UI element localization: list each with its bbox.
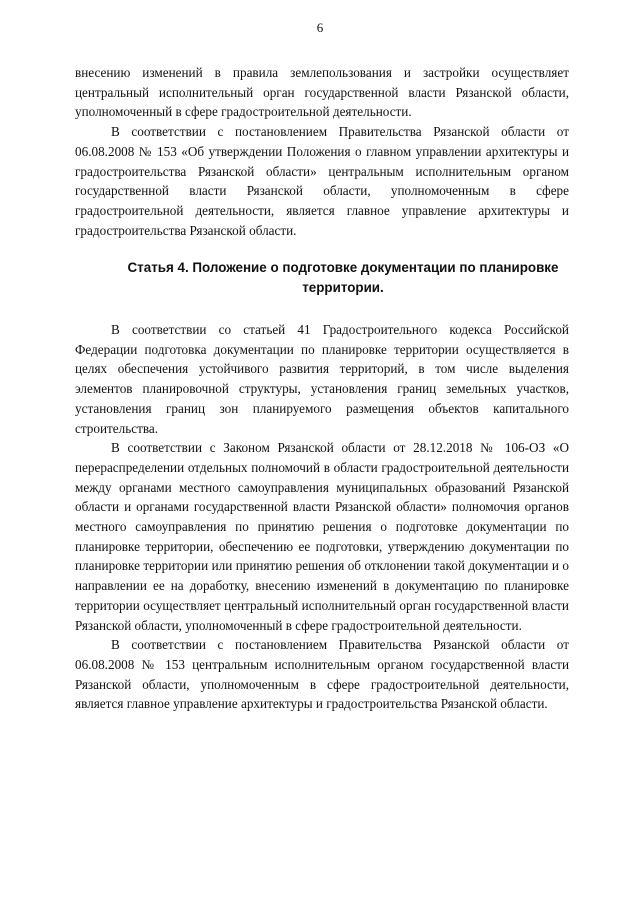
intro-section <box>75 63 569 240</box>
article-heading: Статья 4. Положение о подготовке документации по планировке территории. <box>127 260 559 295</box>
page-number: 6 <box>316 20 324 35</box>
paragraph: В соответствии с постановлением Правительства Рязанской области от 06.08.2008 № 153 центральным исполнительным органом государственной власти Рязанской области, уполномоченным в сфере градостроительной деятельности, является главное управление архитектуры и градостроительства Рязанской области. <box>75 637 569 712</box>
article-body <box>75 320 569 714</box>
paragraph: В соответствии со статьей 41 Градостроительного кодекса Российской Федерации подготовка документации по планировке территории осуществляется в целях обеспечения устойчивого развития территорий, в том числе выделения элементов планировочной структуры, установления границ земельных участков, установления границ зон планируемого размещения объектов капитального строительства. <box>75 322 569 436</box>
paragraph-continuation: внесению изменений в правила землепользования и застройки осуществляет центральный исполнительный орган государственной власти Рязанской области, уполномоченный в сфере градостроительной деятельности. <box>75 65 569 120</box>
paragraph: В соответствии с Законом Рязанской области от 28.12.2018 № 106-ОЗ «О перераспределении отдельных полномочий в области градостроительной деятельности между органами местного самоуправления муниципальных образований Рязанской области и органами государственной власти Рязанской области» полномочия органов местного самоуправления по принятию решения о подготовке документации по планировке территории, обеспечению ее подготовки, утверждению документации по планировке территории или принятию решения об отклонении такой документации и о направлении ее на доработку, внесению изменений в документацию по планировке территории осуществляет центральный исполнительный орган государственной власти Рязанской области, уполномоченный в сфере градостроительной деятельности. <box>75 440 569 633</box>
paragraph: В соответствии с постановлением Правительства Рязанской области от 06.08.2008 № 153 «Об утверждении Положения о главном управлении архитектуры и градостроительства Рязанской области» центральным исполнительным органом государственной власти Рязанской области, уполномоченным в сфере градостроительной деятельности, является главное управление архитектуры и градостроительства Рязанской области. <box>75 124 569 238</box>
